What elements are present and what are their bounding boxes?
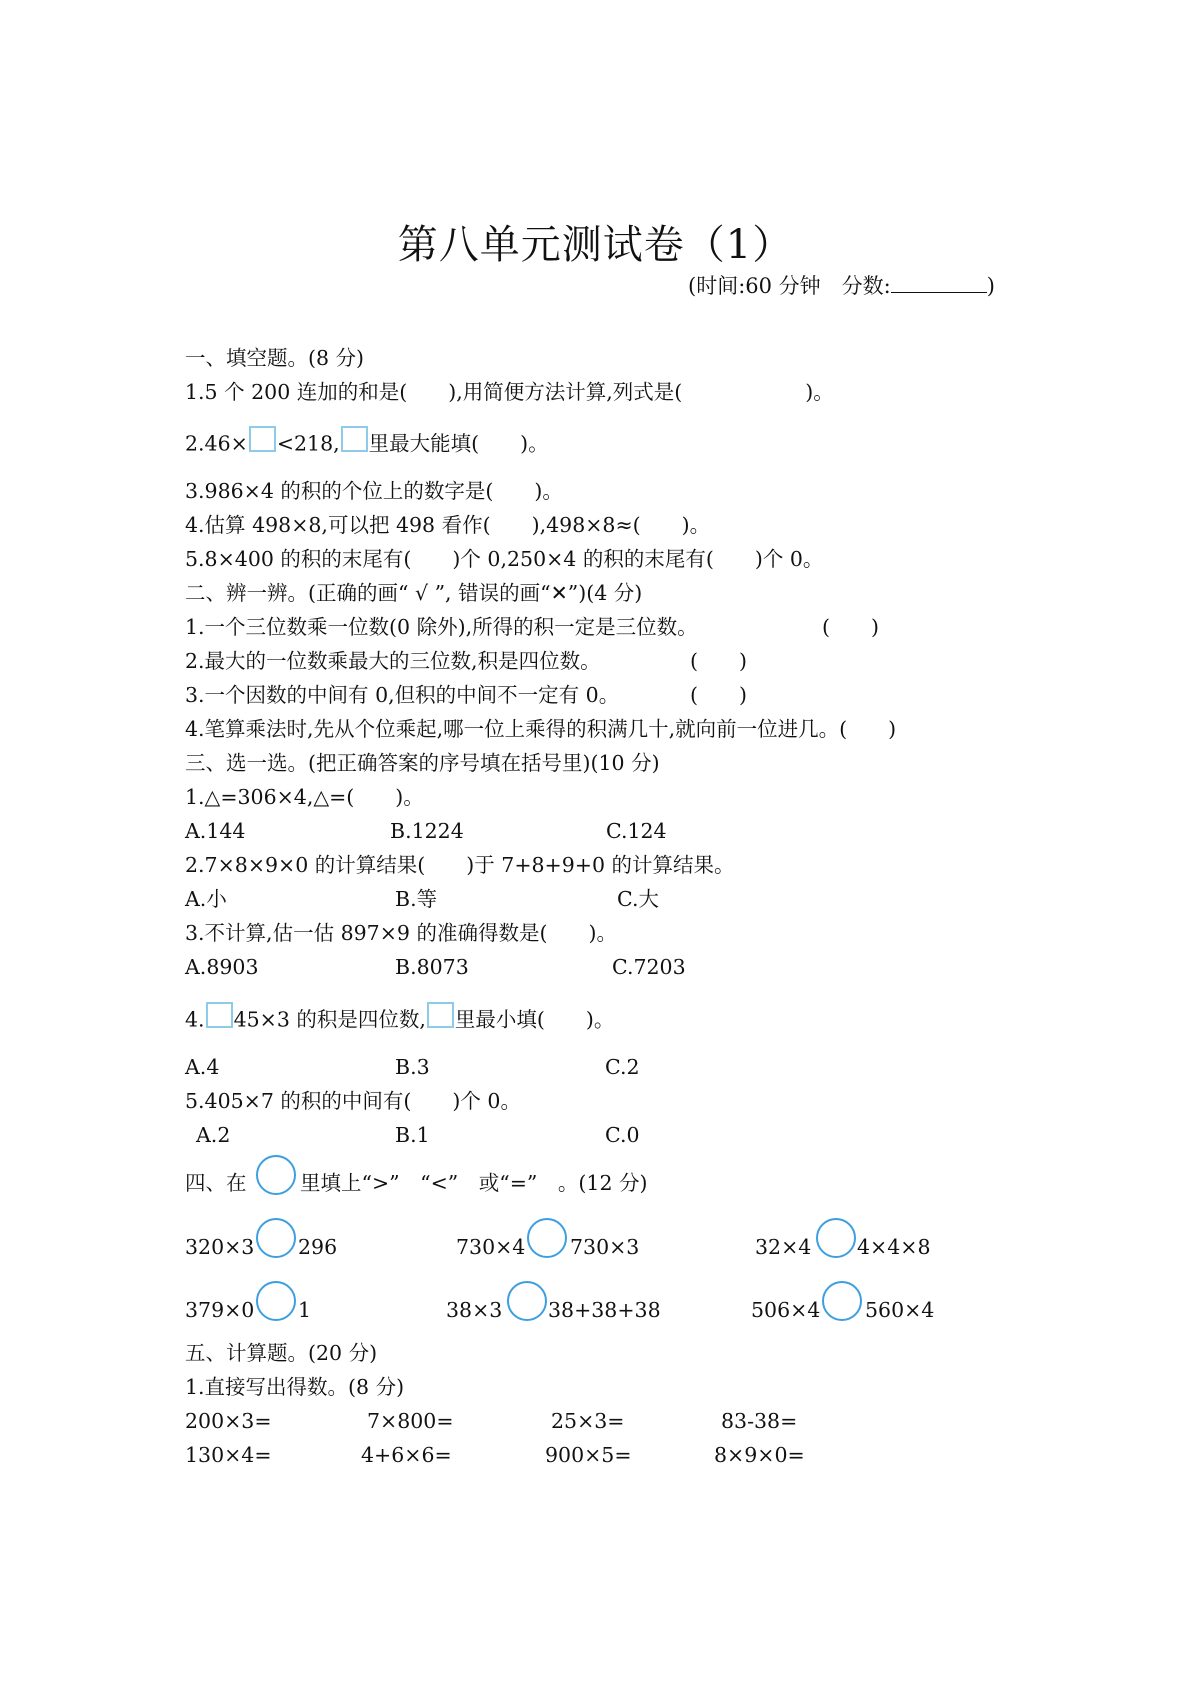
- s1-question-1: 1.5 个 200 连加的和是( ),用简便方法计算,列式是( )。: [185, 380, 834, 404]
- answer-box[interactable]: [427, 1002, 454, 1028]
- s1-question-4: 4.估算 498×8,可以把 498 看作( ),498×8≈( )。: [185, 513, 711, 537]
- answer-box[interactable]: [206, 1002, 233, 1028]
- s3-q4-option-a: A.4: [185, 1055, 220, 1079]
- s3-q2-option-a: A.小: [185, 887, 227, 911]
- compare-right: 730×3: [570, 1235, 640, 1259]
- compare-circle[interactable]: [507, 1281, 547, 1321]
- s1-question-5: 5.8×400 的积的末尾有( )个 0,250×4 的积的末尾有( )个 0。: [185, 547, 824, 571]
- compare-circle[interactable]: [527, 1218, 567, 1258]
- section-1-heading: 一、填空题。(8 分): [185, 346, 365, 370]
- s3-q5-option-a: A.2: [196, 1123, 231, 1147]
- s3-q1-option-a: A.144: [185, 819, 246, 843]
- s3-question-1: 1.△=306×4,△=( )。: [185, 785, 424, 809]
- compare-left: 379×0: [185, 1298, 255, 1322]
- compare-left: 320×3: [185, 1235, 255, 1259]
- calc-item: 8×9×0=: [714, 1443, 805, 1467]
- s2-question-2: 2.最大的一位数乘最大的三位数,积是四位数。: [185, 649, 601, 673]
- section-5-heading: 五、计算题。(20 分): [185, 1341, 378, 1365]
- s3-q5-option-b: B.1: [395, 1123, 430, 1147]
- s1-q2-part-c: 里最大能填( )。: [368, 431, 549, 456]
- compare-circle[interactable]: [256, 1218, 296, 1258]
- s1-q2-part-b: <218,: [276, 431, 340, 456]
- calc-item: 4+6×6=: [361, 1443, 452, 1467]
- compare-right: 296: [298, 1235, 338, 1259]
- s3-q1-option-b: B.1224: [390, 819, 464, 843]
- compare-left: 32×4: [755, 1235, 812, 1259]
- s3-q3-option-c: C.7203: [612, 955, 686, 979]
- compare-left: 730×4: [456, 1235, 526, 1259]
- compare-circle[interactable]: [816, 1218, 856, 1258]
- section-2-heading: 二、辨一辨。(正确的画“ √ ”, 错误的画“✕”)(4 分): [185, 581, 643, 605]
- s5-subheading: 1.直接写出得数。(8 分): [185, 1375, 405, 1399]
- section-4-heading-part-b: 里填上“>” “<” 或“=” 。(12 分): [300, 1171, 648, 1195]
- s3-q3-option-b: B.8073: [395, 955, 469, 979]
- s3-q4-part-b: 45×3 的积是四位数,: [233, 1007, 426, 1032]
- s1-question-3: 3.986×4 的积的个位上的数字是( )。: [185, 479, 563, 503]
- calc-item: 25×3=: [551, 1409, 625, 1433]
- answer-box[interactable]: [249, 426, 276, 452]
- s3-question-3: 3.不计算,估一估 897×9 的准确得数是( )。: [185, 921, 617, 945]
- score-blank[interactable]: [891, 274, 987, 293]
- time-score-line: [688, 270, 995, 300]
- s3-q3-option-a: A.8903: [185, 955, 259, 979]
- s2-q1-paren[interactable]: ( ): [822, 615, 879, 639]
- time-score-label: (时间:60 分钟 分数:: [688, 274, 891, 298]
- compare-right: 4×4×8: [857, 1235, 931, 1259]
- s2-q3-paren[interactable]: ( ): [690, 683, 747, 707]
- s3-q4-option-c: C.2: [605, 1055, 640, 1079]
- s3-q1-option-c: C.124: [606, 819, 667, 843]
- s3-q4-part-a: 4.: [185, 1007, 205, 1032]
- s3-q2-option-b: B.等: [395, 887, 438, 911]
- s2-q2-paren[interactable]: ( ): [690, 649, 747, 673]
- s2-question-4: 4.笔算乘法时,先从个位乘起,哪一位上乘得的积满几十,就向前一位进几。( ): [185, 717, 897, 741]
- calc-item: 130×4=: [185, 1443, 272, 1467]
- s2-question-3: 3.一个因数的中间有 0,但积的中间不一定有 0。: [185, 683, 620, 707]
- s3-q4-option-b: B.3: [395, 1055, 430, 1079]
- circle-blank[interactable]: [256, 1155, 296, 1195]
- calc-item: 7×800=: [367, 1409, 454, 1433]
- s3-question-4: [185, 1008, 614, 1034]
- section-3-heading: 三、选一选。(把正确答案的序号填在括号里)(10 分): [185, 751, 660, 775]
- s3-q5-option-c: C.0: [605, 1123, 640, 1147]
- calc-item: 900×5=: [545, 1443, 632, 1467]
- answer-box[interactable]: [341, 426, 368, 452]
- calc-item: 83-38=: [721, 1409, 798, 1433]
- section-4-heading-part-a: 四、在: [185, 1171, 247, 1195]
- compare-right: 1: [298, 1298, 312, 1322]
- calc-item: 200×3=: [185, 1409, 272, 1433]
- s3-question-5: 5.405×7 的积的中间有( )个 0。: [185, 1089, 521, 1113]
- page-title: 第八单元测试卷（1）: [397, 222, 794, 268]
- time-score-close: ): [986, 274, 995, 298]
- compare-right: 38+38+38: [548, 1298, 661, 1322]
- compare-circle[interactable]: [822, 1281, 862, 1321]
- compare-circle[interactable]: [256, 1281, 296, 1321]
- compare-left: 506×4: [751, 1298, 821, 1322]
- s1-question-2: [185, 432, 549, 458]
- s2-question-1: 1.一个三位数乘一位数(0 除外),所得的积一定是三位数。: [185, 615, 698, 639]
- s3-q4-part-c: 里最小填( )。: [454, 1007, 615, 1032]
- s3-question-2: 2.7×8×9×0 的计算结果( )于 7+8+9+0 的计算结果。: [185, 853, 735, 877]
- s1-q2-part-a: 2.46×: [185, 431, 248, 456]
- s3-q2-option-c: C.大: [617, 887, 659, 911]
- compare-right: 560×4: [865, 1298, 935, 1322]
- compare-left: 38×3: [446, 1298, 503, 1322]
